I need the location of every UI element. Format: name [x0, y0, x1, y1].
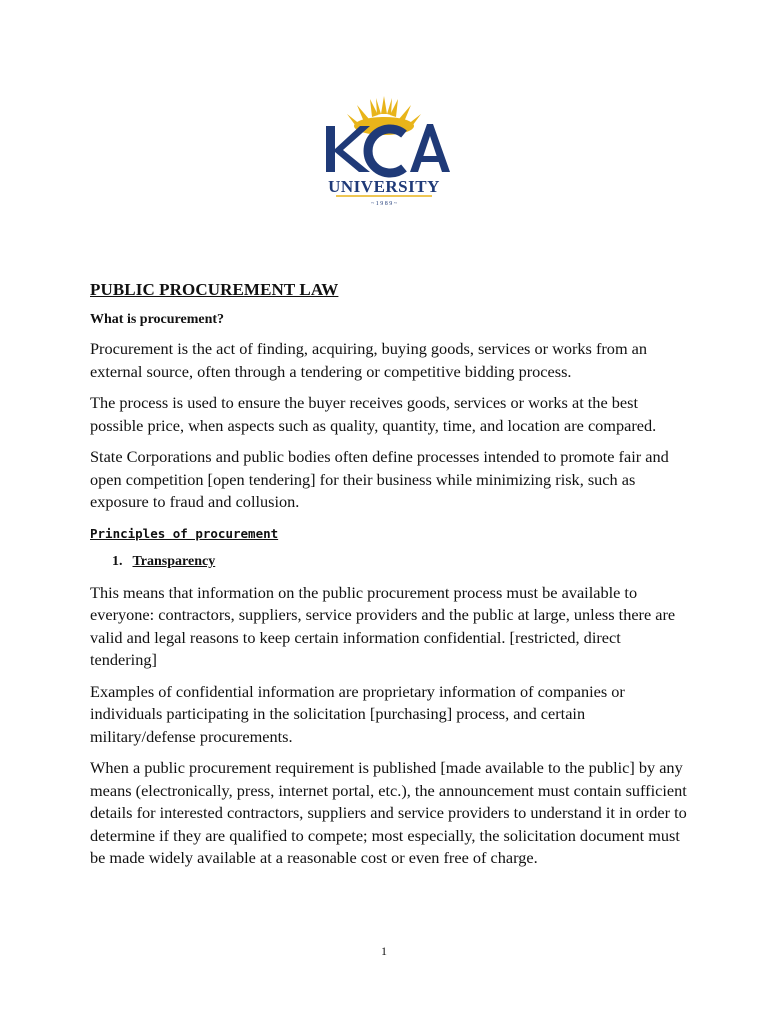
document-title: PUBLIC PROCUREMENT LAW	[90, 280, 339, 299]
paragraph: Examples of confidential information are proprietary information of companies or individuals participating in the solicitation [purchasing] process, and certain military/defense procurements.	[90, 681, 625, 746]
logo-subtitle: UNIVERSITY	[328, 177, 440, 196]
list-item	[112, 554, 690, 570]
university-logo	[312, 92, 456, 208]
list-label: Transparency	[132, 553, 216, 569]
logo-year: ~ 1 9 8 9 ~	[371, 201, 397, 207]
paragraph: Procurement is the act of finding, acquiring, buying goods, services or works from an external source, often through a tendering or competitive bidding process.	[90, 339, 648, 381]
kca-logo-graphic	[312, 92, 456, 208]
page-number: 1	[381, 944, 387, 958]
document-body	[90, 280, 690, 879]
paragraph: This means that information on the public procurement process must be available to everyone: contractors, suppliers, service providers and the public at large, unless there are valid and legal reasons to keep certain information confidential. [restricted, direct tendering]	[90, 582, 676, 669]
list-number: 1.	[112, 553, 123, 569]
paragraph: The process is used to ensure the buyer receives goods, services or works at the best possible price, when aspects such as quality, quantity, time, and location are compared.	[90, 393, 657, 435]
section-heading: Principles of procurement	[90, 525, 279, 541]
subheading: What is procurement?	[90, 312, 225, 327]
paragraph: State Corporations and public bodies often define processes intended to promote fair and open competition [open tendering] for their business while minimizing risk, such as exposure to fraud and collusion.	[90, 447, 669, 511]
paragraph: When a public procurement requirement is published [made available to the public] by any means (electronically, press, internet portal, etc.), the announcement must contain sufficient details for interested contractors, suppliers and service providers to understand it in order to determine if they are qualified to compete; most especially, the solicitation document must be made widely available at a reasonable cost or even free of charge.	[90, 758, 687, 867]
